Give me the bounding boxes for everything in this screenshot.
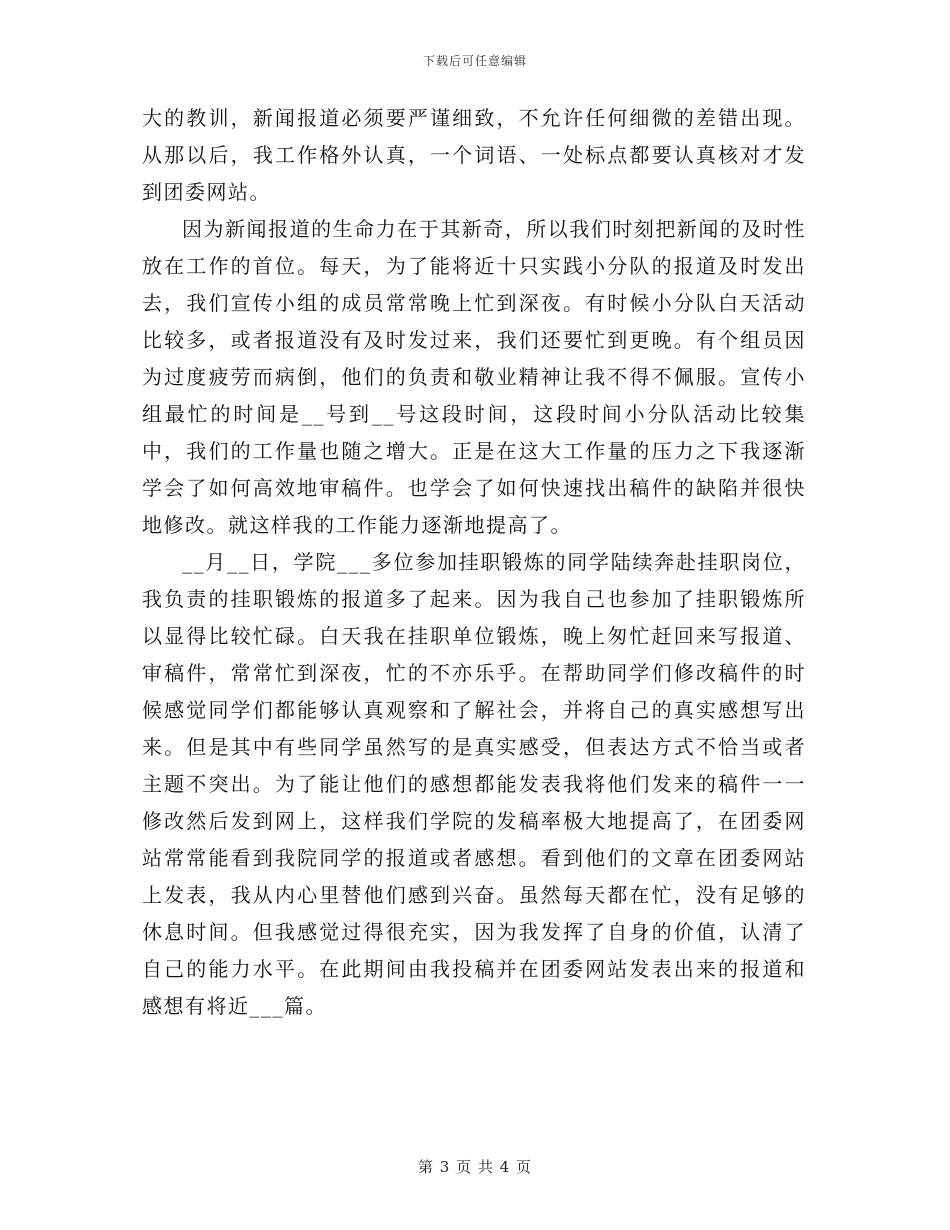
paragraph-news-timeliness: 因为新闻报道的生命力在于其新奇，所以我们时刻把新闻的及时性放在工作的首位。每天，为了能将近十只实践小分队的报道及时发出去，我们宣传小组的成员常常晚上忙到深夜。有时候小分队白天活动比较多，或者报道没有及时发过来，我们还要忙到更晚。有个组员因为过度疲劳而病倒，他们的负责和敬业精神让我不得不佩服。宣传小组最忙的时间是__号到__号这段时间，这段时间小分队活动比较集中，我们的工作量也随之增大。正是在这大工作量的压力之下我逐渐学会了如何高效地审稿件。也学会了如何快速找出稿件的缺陷并很快地修改。就这样我的工作能力逐渐地提高了。 [142, 217, 806, 537]
page-number-footer: 第 3 页 共 4 页 [418, 1158, 532, 1176]
page-header: 下载后可任意编辑 [422, 54, 527, 68]
paragraph-continuation: 大的教训，新闻报道必须要严谨细致，不允许任何细微的差错出现。从那以后，我工作格外认真，一个词语、一处标点都要认真核对才发到团委网站。 [142, 106, 806, 204]
document-body [142, 100, 806, 1025]
paragraph-internship-reports: __月__日，学院___多位参加挂职锻炼的同学陆续奔赴挂职岗位，我负责的挂职锻炼的报道多了起来。因为我自己也参加了挂职锻炼所以显得比较忙碌。白天我在挂职单位锻炼，晚上匆忙赶回来写报道、审稿件，常常忙到深夜，忙的不亦乐乎。在帮助同学们修改稿件的时候感觉同学们都能够认真观察和了解社会，并将自己的真实感想写出来。但是其中有些同学虽然写的是真实感受，但表达方式不恰当或者主题不突出。为了能让他们的感想都能发表我将他们发来的稿件一一修改然后发到网上，这样我们学院的发稿率极大地提高了，在团委网站常常能看到我院同学的报道或者感想。看到他们的文章在团委网站上发表，我从内心里替他们感到兴奋。虽然每天都在忙，没有足够的休息时间。但我感觉过得很充实，因为我发挥了自身的价值，认清了自己的能力水平。在此期间由我投稿并在团委网站发表出来的报道和感想有将近___篇。 [142, 550, 806, 1018]
